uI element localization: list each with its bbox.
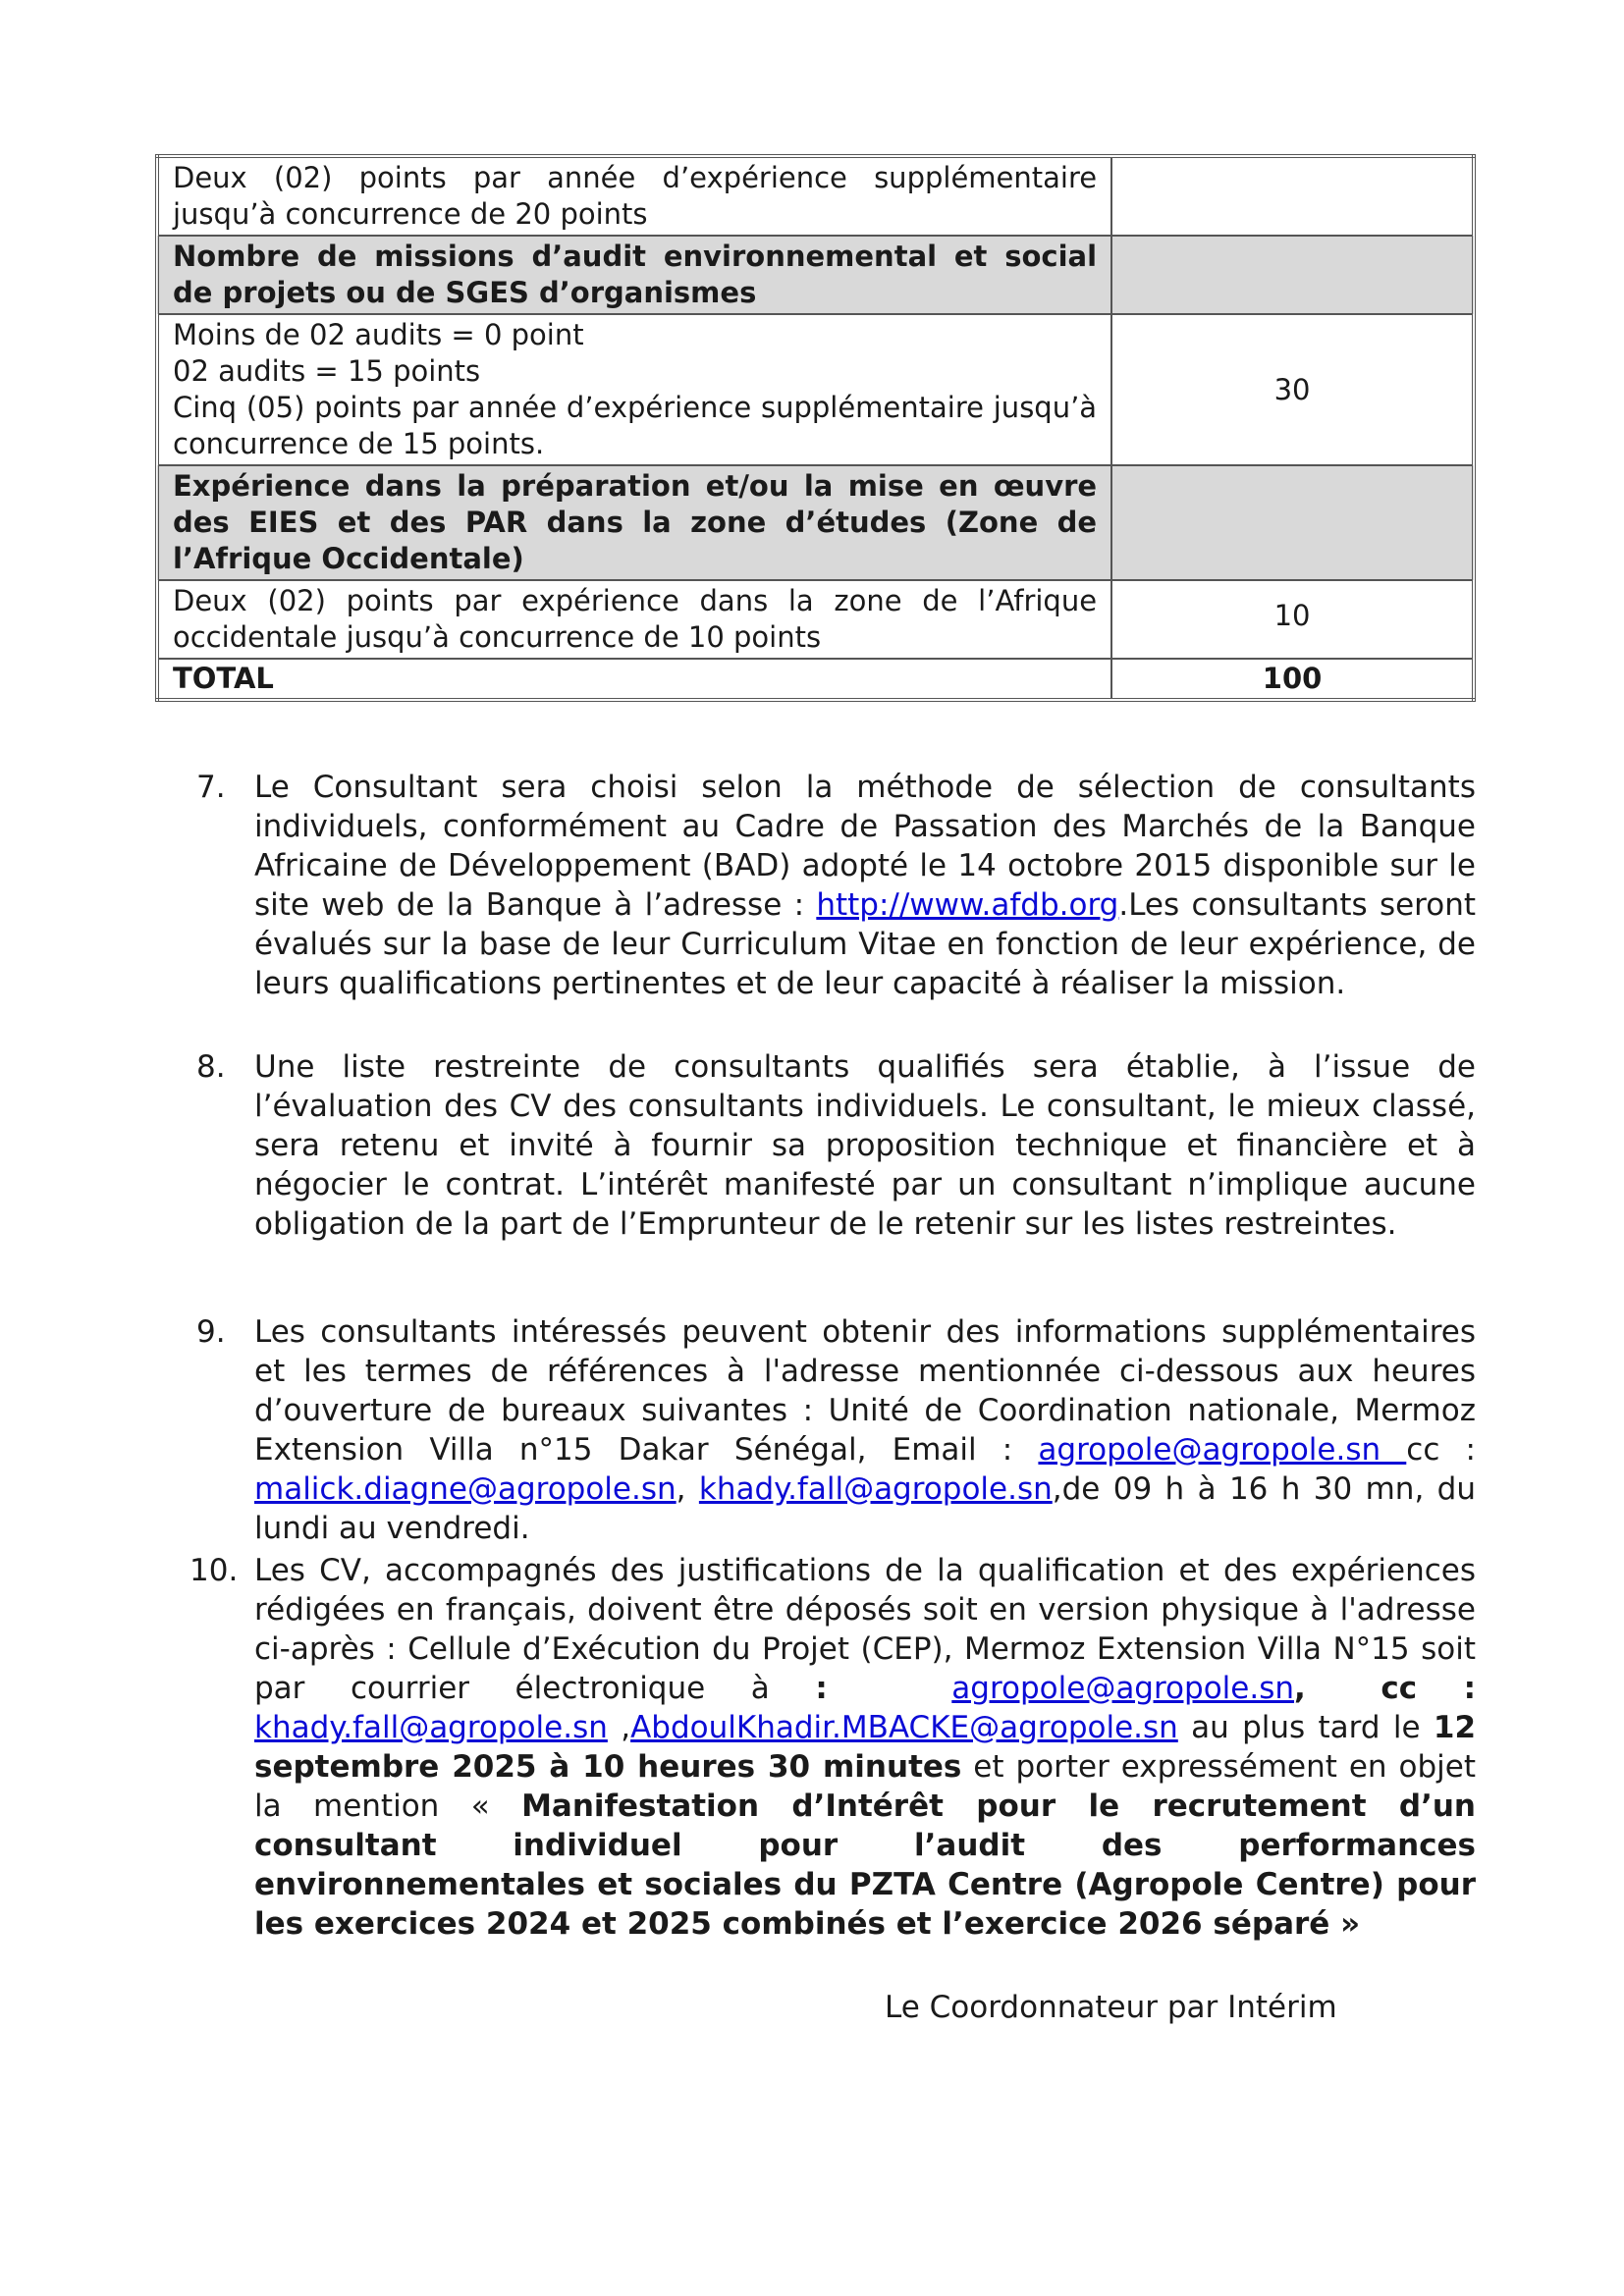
paragraph-text: Une liste restreinte de consultants qualifiés sera établie, à l’issue de l’évaluation des CV des consultants individuels. Le consultant, le mieux classé, sera retenu et invité à fournir sa proposition technique et financière et à négocier le contrat. L’intérêt manifesté par un consultant n’implique aucune obligation de la part de l’Emprunteur de le retenir sur les listes restreintes. xyxy=(254,1049,1476,1242)
paragraph-text: Les CV, accompagnés des justifications de la qualification et des expériences rédigées en français, doivent être déposés soit en version physique à l'adresse ci-après : Cellule d’Exécution du Projet (CEP), Mermoz Extension Villa N°15 soit par courrier électronique à xyxy=(254,1553,1476,1706)
criterion-points xyxy=(1111,156,1474,236)
total-row xyxy=(157,659,1474,700)
criterion-description xyxy=(157,156,1111,236)
criterion-points xyxy=(1111,465,1474,580)
criterion-line: Expérience dans la préparation et/ou la mise en œuvre des EIES et des PAR dans la zone d’études (Zone de l’Afrique Occidentale) xyxy=(173,469,1098,575)
criterion-line: Nombre de missions d’audit environnemental et social de projets ou de SGES d’organismes xyxy=(173,240,1098,309)
criterion-line: Deux (02) points par expérience dans la zone de l’Afrique occidentale jusqu’à concurrence de 10 points xyxy=(173,584,1098,654)
criterion-description xyxy=(157,580,1111,659)
criterion-row xyxy=(157,156,1474,236)
criterion-points: 30 xyxy=(1111,314,1474,465)
paragraph-text: .Les consultants seront évalués sur la base de leur Curriculum Vitae en fonction de leur expérience, de leurs qualifications pertinentes et de leur capacité à réaliser la mission. xyxy=(254,887,1476,1001)
criterion-row xyxy=(157,580,1474,659)
email-link-agropole[interactable]: agropole@agropole.sn xyxy=(1038,1432,1407,1468)
criterion-line: Deux (02) points par année d’expérience supplémentaire jusqu’à concurrence de 20 points xyxy=(173,161,1098,231)
separator: , xyxy=(676,1471,699,1507)
deadline: 12 septembre 2025 à 10 heures 30 minutes xyxy=(254,1710,1477,1785)
evaluation-criteria-table xyxy=(155,154,1476,702)
criterion-header-row xyxy=(157,465,1474,580)
separator: , xyxy=(607,1710,631,1745)
criterion-line: Cinq (05) points par année d’expérience supplémentaire jusqu’à concurrence de 15 points. xyxy=(173,391,1098,460)
paragraph-7 xyxy=(196,768,1476,1003)
criterion-points: 10 xyxy=(1111,580,1474,659)
paragraph-text: et porter expressément en objet la mention « xyxy=(254,1749,1476,1824)
paragraph-number: 10. xyxy=(189,1553,239,1588)
paragraph-text: au plus tard le xyxy=(1177,1710,1434,1745)
email-link-agropole[interactable]: agropole@agropole.sn xyxy=(951,1671,1295,1706)
email-link-khady-fall[interactable]: khady.fall@agropole.sn xyxy=(698,1471,1053,1507)
cc-label: cc : xyxy=(1380,1671,1476,1706)
subject-mention: Manifestation d’Intérêt pour le recrutement d’un consultant individuel pour l’audit des performances environnementales et sociales du PZTA Centre (Agropole Centre) pour les exercices 2024 et 2025 combinés et l’exercice 2026 séparé » xyxy=(254,1789,1476,1942)
total-value: 100 xyxy=(1111,659,1474,700)
comma: , xyxy=(1294,1671,1306,1706)
email-link-abdoulkhadir-mbacke[interactable]: AbdoulKhadir.MBACKE@agropole.sn xyxy=(630,1710,1178,1745)
paragraph-9 xyxy=(196,1312,1476,1548)
criterion-line: Moins de 02 audits = 0 point xyxy=(173,318,584,351)
criterion-points xyxy=(1111,236,1474,314)
paragraph-10 xyxy=(189,1551,1477,1944)
total-label: TOTAL xyxy=(157,659,1111,700)
criterion-description xyxy=(157,465,1111,580)
signature: Le Coordonnateur par Intérim xyxy=(885,1990,1337,2025)
paragraph-number: 9. xyxy=(196,1314,226,1350)
criterion-row xyxy=(157,314,1474,465)
email-link-khady-fall[interactable]: khady.fall@agropole.sn xyxy=(254,1710,608,1745)
paragraph-text: Le Consultant sera choisi selon la méthode de sélection de consultants individuels, conformément au Cadre de Passation des Marchés de la Banque Africaine de Développement (BAD) adopté le 14 octobre 2015 disponible sur le site web de la Banque à l’adresse : xyxy=(254,770,1476,923)
paragraph-8 xyxy=(196,1047,1476,1244)
criterion-line: 02 audits = 15 points xyxy=(173,354,481,388)
paragraph-number: 7. xyxy=(196,770,226,805)
cc-label: cc : xyxy=(1406,1432,1476,1468)
colon: : xyxy=(815,1671,828,1706)
email-link-malick-diagne[interactable]: malick.diagne@agropole.sn xyxy=(254,1471,677,1507)
afdb-website-link[interactable]: http://www.afdb.org xyxy=(816,887,1119,923)
criterion-header-row xyxy=(157,236,1474,314)
paragraph-number: 8. xyxy=(196,1049,226,1085)
paragraph-text: Les consultants intéressés peuvent obtenir des informations supplémentaires et les termes de références à l'adresse mentionnée ci-dessous aux heures d’ouverture de bureaux suivantes : Unité de Coordination nationale, Mermoz Extension Villa n°15 Dakar Sénégal, Email : xyxy=(254,1314,1476,1468)
criterion-description xyxy=(157,314,1111,465)
paragraph-text: ,de 09 h à 16 h 30 mn, du lundi au vendredi. xyxy=(254,1471,1476,1546)
criterion-description xyxy=(157,236,1111,314)
